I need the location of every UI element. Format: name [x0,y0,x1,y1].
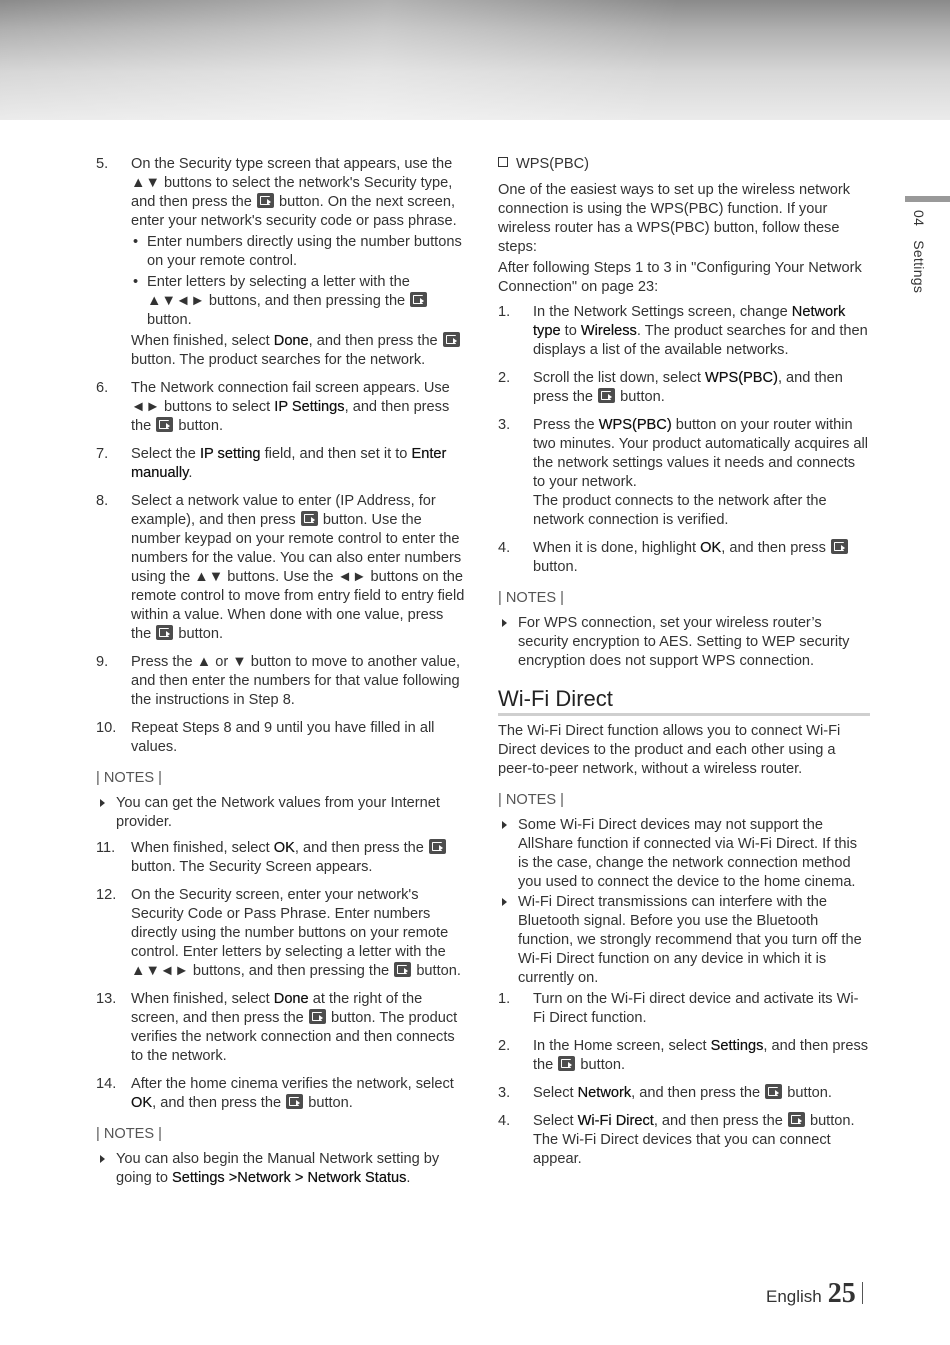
step-number: 6. [96,380,109,396]
step-number: 14. [96,1076,117,1092]
step-text: button. On the next screen, enter your network's security code or pass phrase. [131,194,457,229]
step-12: 12. On the Security screen, enter your network's Security Code or Pass Phrase. Enter numbers directly using the number buttons on your remote control. Enter letters by selecting a letter with the ▲▼◄► buttons, and then pressing the button. [96,887,461,979]
note-item: You can also begin the Manual Network setting by going to Settings >Network > Network Status. [96,1150,466,1188]
right-column [498,155,870,1178]
step-text: Press the ▲ or ▼ button to move to another value, and then enter the numbers for that value following the instructions in Step 8. [131,654,461,708]
chapter-number: 04 [911,210,927,227]
step-number: 4. [498,540,511,556]
step-11: 11. When finished, select OK, and then press the button. The Security Screen appears. [96,839,466,877]
enter-button-icon [301,511,318,526]
wps-intro: One of the easiest ways to set up the wireless network connection is using the WPS(PBC) function. If your wireless router has a WPS(PBC) button, follow these steps: [498,182,851,255]
step-number: 1. [498,991,511,1007]
wps-step-2: 2. Scroll the list down, select WPS(PBC), and then press the button. [498,370,843,405]
enter-button-icon [309,1009,326,1024]
enter-button-icon [156,417,173,432]
note-item: Some Wi-Fi Direct devices may not support the AllShare function if connected via Wi-Fi Direct. If this is the case, change the network connection method you used to connect the device to the home cinema. [498,816,870,892]
wifi-step-3: 3. Select Network, and then press the button. [498,1085,832,1101]
wifi-step-2: 2. In the Home screen, select Settings, and then press the button. [498,1038,869,1073]
wps-step-1: 1. In the Network Settings screen, change Network type to Wireless. The product searches for and then displays a list of the available networks. [498,304,868,358]
bullet-item: • Enter numbers directly using the number buttons on your remote control. [131,233,466,271]
step-number: 10. [96,720,117,736]
wifi-intro: The Wi-Fi Direct function allows you to connect Wi-Fi Direct devices to the product and each other using a peer-to-peer network, without a wireless router. [498,723,841,777]
enter-button-icon [831,539,848,554]
step-6: 6. The Network connection fail screen appears. Use ◄► buttons to select IP Settings, and then press the button. [96,380,450,434]
step-number: 8. [96,493,109,509]
chapter-title: Settings [911,240,927,294]
step-number: 2. [498,370,511,386]
step-number: 1. [498,304,511,320]
enter-button-icon [598,388,615,403]
step-number: 7. [96,446,109,462]
notes-heading: | NOTES | [498,792,564,808]
step-number: 13. [96,991,117,1007]
enter-button-icon [765,1084,782,1099]
section-rule [498,713,870,716]
step-8: 8. Select a network value to enter (IP Address, for example), and then press button. Use the number keypad on your remote control to enter the numbers for the value. You can also enter numbers using the ▲▼ buttons. Use the ◄► buttons on the remote control to move from entry field to entry field within a value. When done with one value, press the button. [96,493,465,642]
step-number: 3. [498,1085,511,1101]
step-number: 11. [96,840,116,856]
step-number: 9. [96,654,109,670]
enter-button-icon [394,962,411,977]
step-number: 5. [96,156,109,172]
triangle-bullet-icon [502,821,507,829]
wps-intro-steps: After following Steps 1 to 3 in "Configuring Your Network Connection" on page 23: [498,260,862,295]
step-number: 2. [498,1038,511,1054]
step-13: 13. When finished, select Done at the right of the screen, and then press the button. The product verifies the network connection and then connects to the network. [96,991,458,1064]
step-number: 3. [498,417,511,433]
triangle-bullet-icon [502,898,507,906]
notes-heading: | NOTES | [96,770,162,786]
wps-heading: WPS(PBC) [498,155,870,174]
header-band [0,0,950,120]
triangle-bullet-icon [502,619,507,627]
note-item: Wi-Fi Direct transmissions can interfere with the Bluetooth signal. Before you use the Bluetooth function, we strongly recommend that you turn off the Wi-Fi Direct function on any device in which it is currently on. [498,893,870,988]
step-number: 12. [96,887,117,903]
step-7: 7. Select the IP setting field, and then set it to Enter manually. [96,446,447,481]
enter-button-icon [443,332,460,347]
page-footer [766,1278,863,1312]
left-column [96,155,466,1189]
step-number: 4. [498,1113,511,1129]
step-5: 5. On the Security type screen that appears, use the ▲▼ buttons to select the network's Security type, and then press the button. On the next screen, enter your network's security code or pass phrase. • Enter numbers directly using the number buttons on your remote control. • Enter letters by selecting a letter with the ▲▼◄► buttons, and then pressing the button. When finished, select Done, and then press the button. The product searches for the network. [96,155,466,370]
done-label: Done [273,333,309,349]
step-text: On the Security type screen that appears, use the ▲▼ buttons to select the network's Security type, and then press the [131,156,453,210]
enter-button-icon [156,625,173,640]
enter-button-icon [257,193,274,208]
wps-step-4: 4. When it is done, highlight OK, and then press button. [498,539,870,577]
chapter-side-label [909,210,928,293]
footer-language: English [766,1287,822,1306]
step-text: Repeat Steps 8 and 9 until you have filled in all values. [131,720,435,755]
enter-button-icon [788,1112,805,1127]
bullet-item: • Enter letters by selecting a letter with the ▲▼◄► buttons, and then pressing the button. [131,273,466,330]
enter-button-icon [558,1056,575,1071]
triangle-bullet-icon [100,1155,105,1163]
wifi-step-1 [498,990,870,1028]
triangle-bullet-icon [100,799,105,807]
wps-step-3: 3. Press the WPS(PBC) button on your router within two minutes. Your product automatically acquires all the network settings values it needs and connects to your network. The product connects to the network after the network connection is verified. [498,417,869,528]
checkbox-icon [498,157,508,167]
chapter-tab-marker [905,196,950,202]
step-14: 14. After the home cinema verifies the network, select OK, and then press the button. [96,1076,454,1111]
wifi-step-4: 4. Select Wi-Fi Direct, and then press the button. The Wi-Fi Direct devices that you can connect appear. [498,1113,855,1167]
step-9 [96,653,466,710]
page-number: 25 [827,1278,856,1309]
enter-button-icon [410,292,427,307]
step-text: Turn on the Wi-Fi direct device and activate its Wi-Fi Direct function. [533,991,859,1026]
step-10 [96,719,466,757]
note-item: For WPS connection, set your wireless router’s security encryption to AES. Setting to WEP security encryption does not support WPS connection. [498,614,870,671]
enter-button-icon [429,839,446,854]
section-title: Wi-Fi Direct [498,686,613,711]
notes-heading: | NOTES | [498,590,564,606]
footer-divider [862,1282,863,1304]
note-item: You can get the Network values from your Internet provider. [96,794,466,832]
notes-heading: | NOTES | [96,1126,162,1142]
enter-button-icon [286,1094,303,1109]
